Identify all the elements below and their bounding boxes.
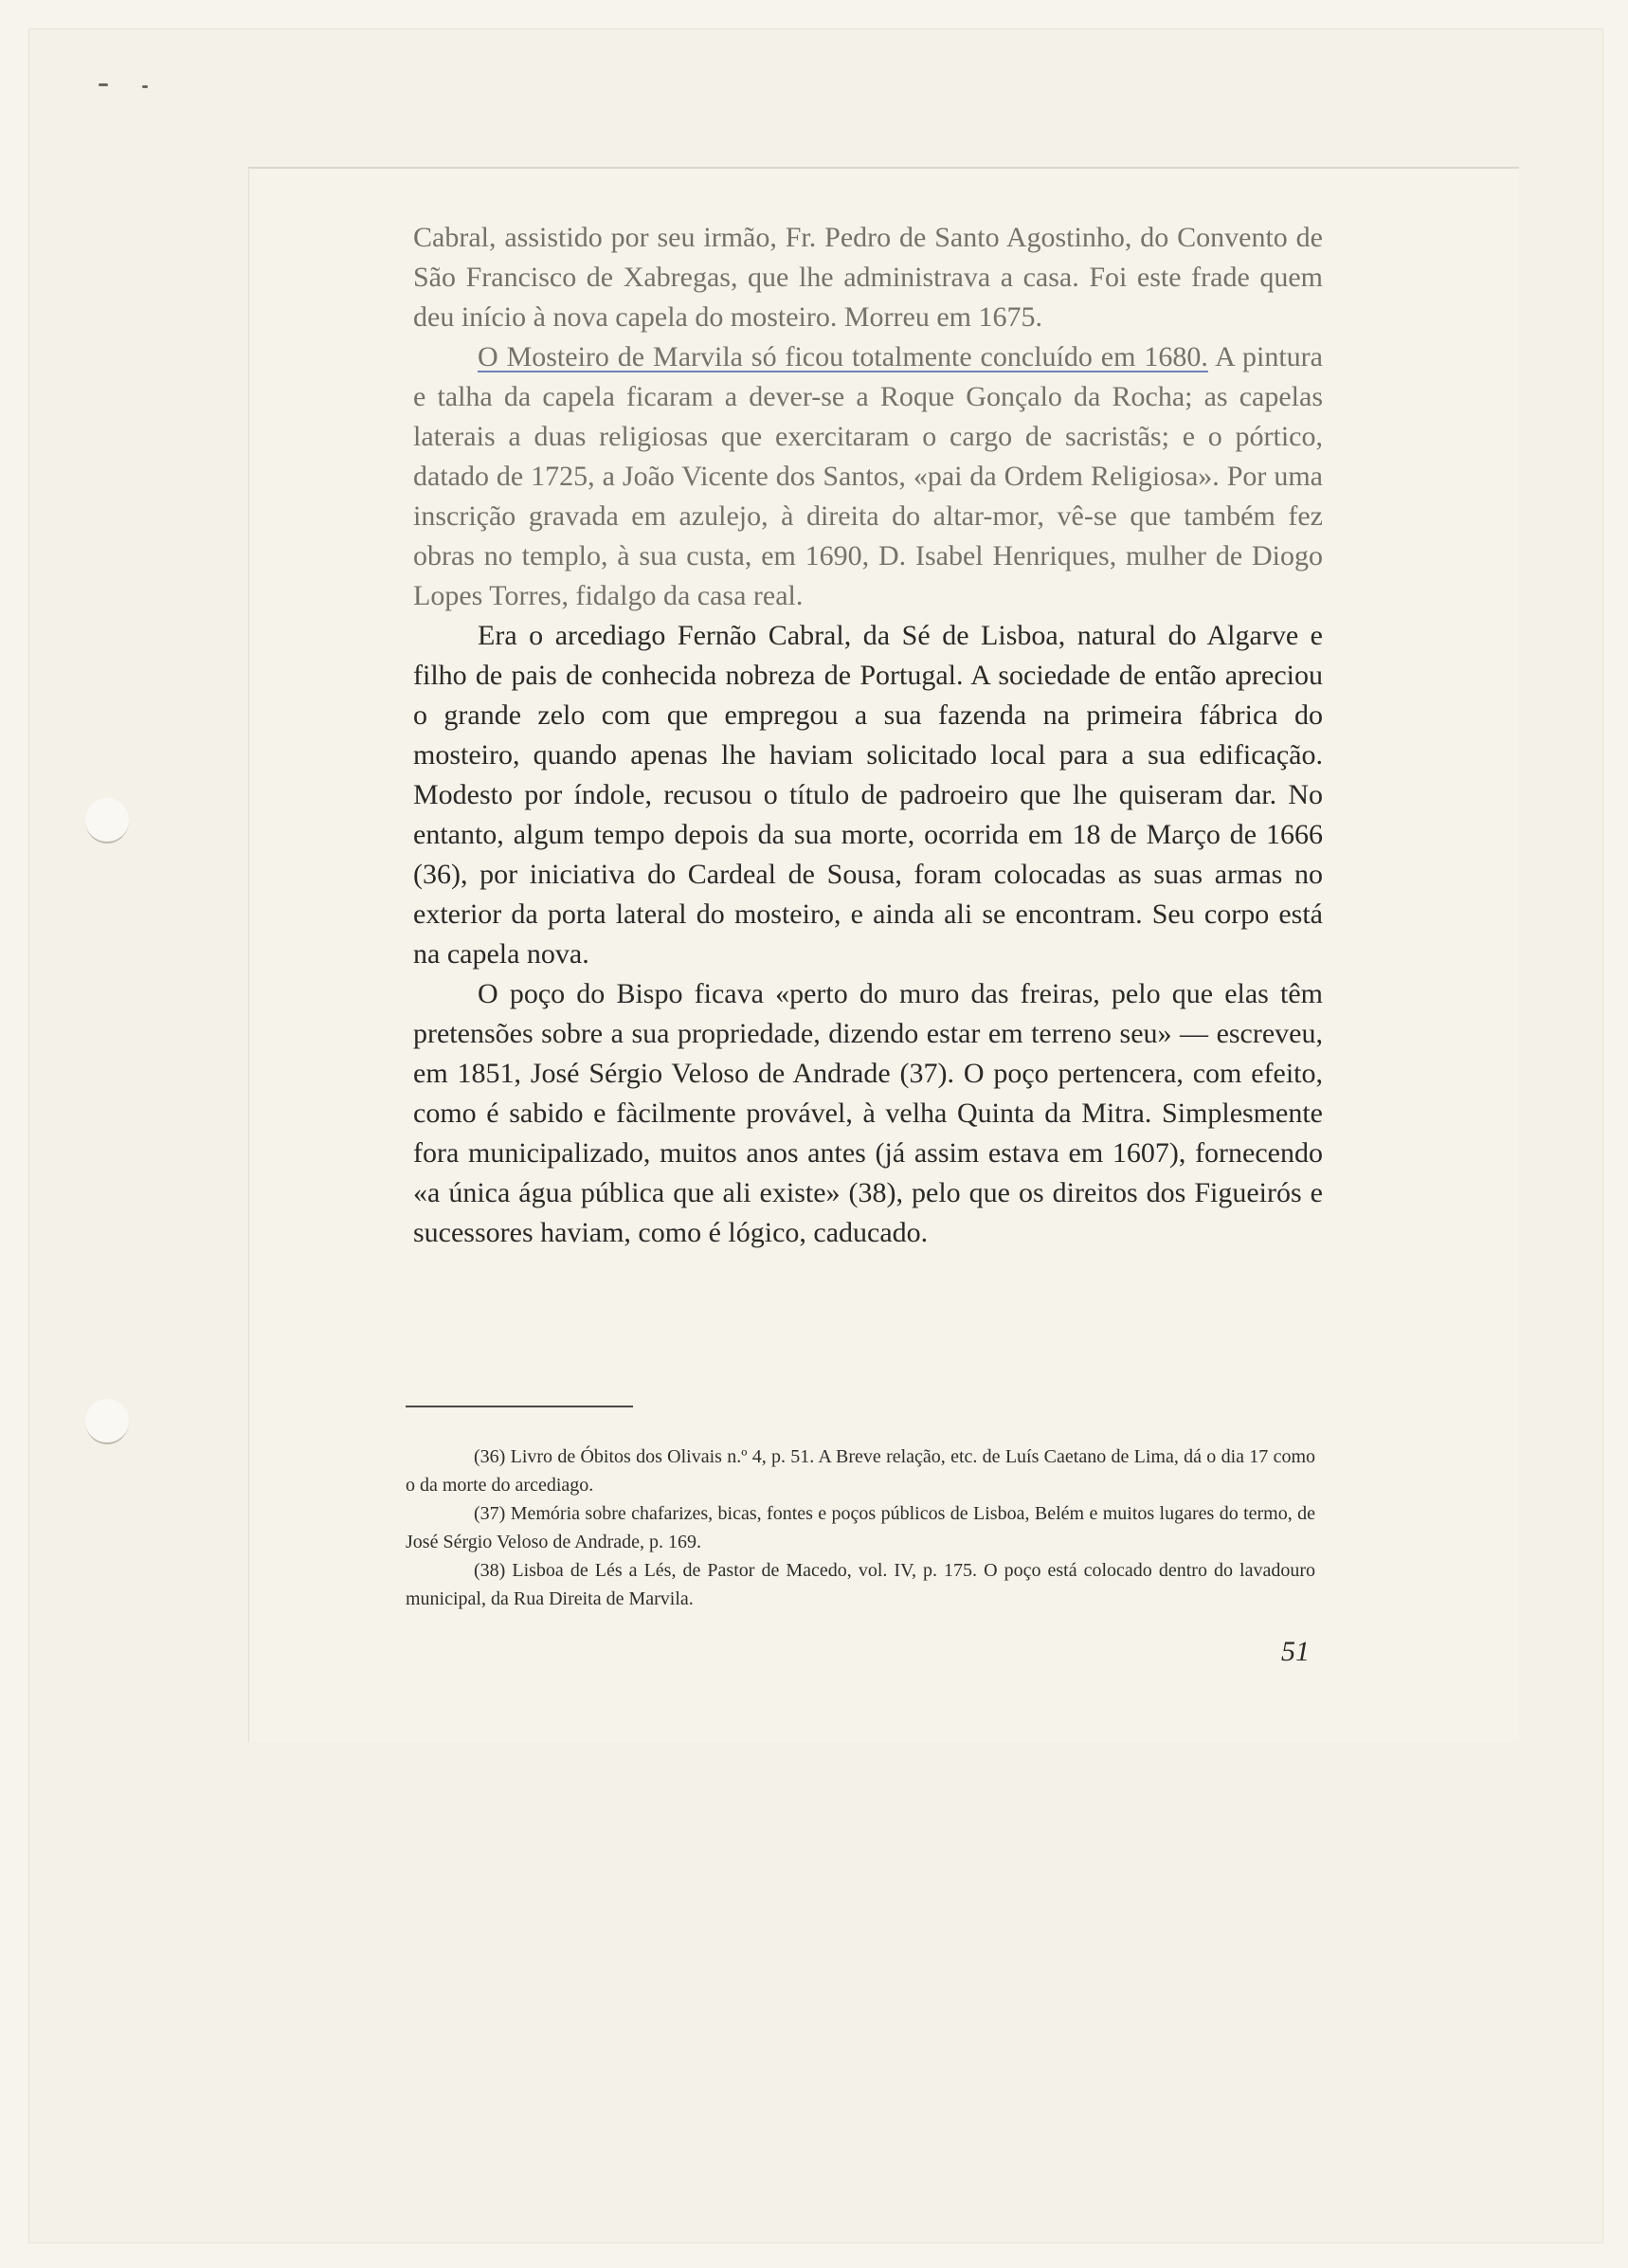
paragraph-4: O poço do Bispo ficava «perto do muro das freiras, pelo que elas têm pretensões sobre a sua propriedade, dizendo estar em terreno seu» — escreveu, em 1851, José Sérgio Veloso de Andrade (37). O poço pertencera, com efeito, como é sabido e fàcilmente provável, à velha Quinta da Mitra. Simplesmente fora municipalizado, muitos anos antes (já assim estava em 1607), fornecendo «a única água pública que ali existe» (38), pelo que os direitos dos Figueirós e sucessores haviam, como é lógico, caducado. [413,978,1323,1248]
footnote-36: (36) Livro de Óbitos dos Olivais n.º 4, p. 51. A Breve relação, etc. de Luís Caetano de Lima, dá o dia 17 como o da morte do arcediago. [406,1446,1315,1496]
page-number: 51 [1281,1636,1310,1667]
underlined-sentence: O Mosteiro de Marvila só ficou totalmente concluído em 1680. [478,341,1208,372]
footnotes [406,1442,1315,1613]
ink-mark [142,85,148,88]
footnote-37: (37) Memória sobre chafarizes, bicas, fontes e poços públicos de Lisboa, Belém e muitos lugares do termo, de José Sérgio Veloso de Andrade, p. 169. [406,1503,1315,1552]
paragraph-3: Era o arcediago Fernão Cabral, da Sé de Lisboa, natural do Algarve e filho de pais de conhecida nobreza de Portugal. A sociedade de então apreciou o grande zelo com que empregou a sua fazenda na primeira fábrica do mosteiro, quando apenas lhe haviam solicitado local para a sua edificação. Modesto por índole, recusou o título de padroeiro que lhe quiseram dar. No entanto, algum tempo depois da sua morte, ocorrida em 18 de Março de 1666 (36), por iniciativa do Cardeal de Sousa, foram colocadas as suas armas no exterior da porta lateral do mosteiro, e ainda ali se encontram. Seu corpo está na capela nova. [413,620,1323,970]
footnote-38: (38) Lisboa de Lés a Lés, de Pastor de Macedo, vol. IV, p. 175. O poço está colocado dentro do lavadouro municipal, da Rua Direita de Marvila. [406,1560,1315,1609]
footnote-rule [406,1406,633,1407]
main-text [413,218,1323,1253]
punch-hole-bottom [85,1399,129,1444]
paragraph-2-body: A pintura e talha da capela ficaram a dever-se a Roque Gonçalo da Rocha; as capelas laterais a duas religiosas que exercitaram o cargo de sacristãs; e o pórtico, datado de 1725, a João Vicente dos Santos, «pai da Ordem Religiosa». Por uma inscrição gravada em azulejo, à direita do altar-mor, vê-se que também fez obras no templo, à sua custa, em 1690, D. Isabel Henriques, mulher de Diogo Lopes Torres, fidalgo da casa real. [413,341,1323,611]
punch-hole-top [85,798,129,844]
paragraph-2 [413,337,1323,616]
ink-mark [99,83,108,86]
paragraph-1: Cabral, assistido por seu irmão, Fr. Pedro de Santo Agostinho, do Convento de São Francisco de Xabregas, que lhe administrava a casa. Foi este frade quem deu início à nova capela do mosteiro. Morreu em 1675. [413,222,1323,333]
